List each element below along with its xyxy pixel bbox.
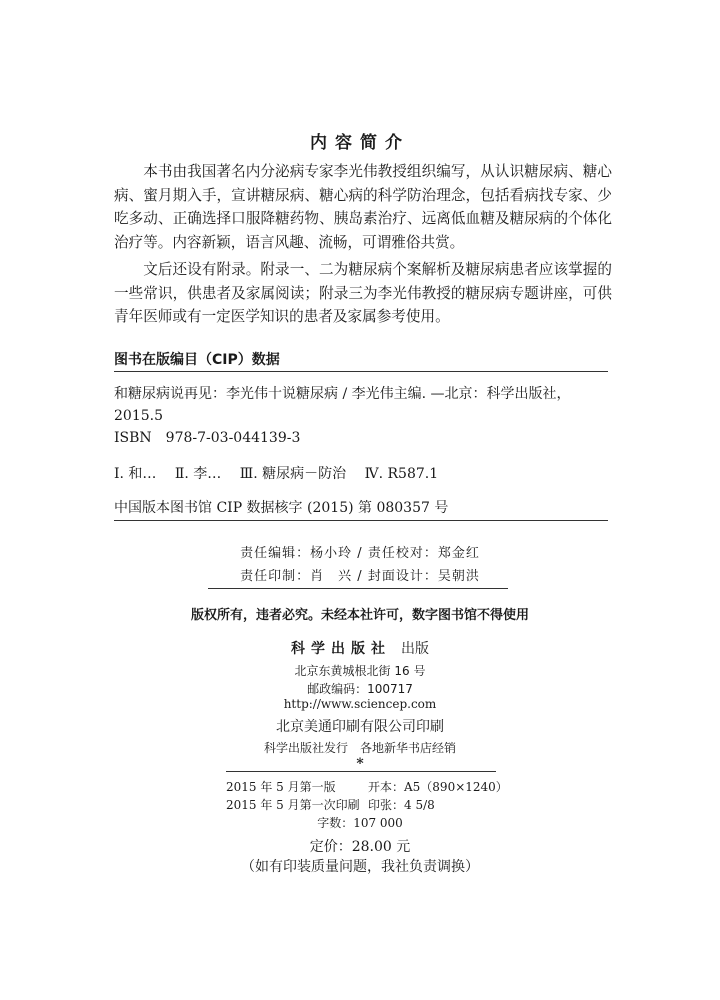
spec-row-2	[226, 796, 506, 813]
printer: 北京美通印刷有限公司印刷	[276, 719, 444, 735]
price: 定价：28.00 元	[309, 839, 411, 855]
publisher-address: 北京东黄城根北街 16 号	[294, 664, 426, 678]
quality-note: （如有印装质量问题，我社负责调换）	[241, 859, 479, 875]
printed-sheets: 印张：4 5/8	[368, 798, 435, 812]
cip-classification	[114, 464, 608, 484]
first-edition: 2015 年 5 月第一版	[226, 780, 336, 794]
cip-class-4: Ⅳ. R587.1	[364, 466, 439, 482]
publisher-line	[0, 638, 720, 658]
intro-paragraph-2: 文后还设有附录。附录一、二为糖尿病个案解析及糖尿病患者应该掌握的一些常识，供患者及家属阅读；附录三为李光伟教授的糖尿病专题讲座，可供青年医师或有一定医学知识的患者及家属参考使用。	[114, 261, 612, 325]
publisher-postcode: 邮政编码：100717	[307, 682, 413, 696]
editors-line-1: 责任编辑：杨小玲 / 责任校对：郑金红	[240, 546, 480, 561]
separator-star: *	[356, 756, 364, 772]
editors-rule	[208, 588, 508, 589]
colophon-rule	[226, 771, 496, 772]
cip-class-3: Ⅲ. 糖尿病－防治	[239, 466, 347, 482]
editors-line-2: 责任印制：肖 兴 / 封面设计：吴朝洪	[240, 569, 480, 584]
book-format: 开本：A5（890×1240）	[368, 780, 508, 794]
cip-top-rule	[114, 371, 608, 372]
cip-bottom-rule	[114, 520, 608, 521]
cip-title-line: 和糖尿病说再见：李光伟十说糖尿病 / 李光伟主编. —北京：科学出版社，	[114, 386, 571, 402]
first-printing: 2015 年 5 月第一次印刷	[226, 798, 360, 812]
cip-isbn: ISBN 978-7-03-044139-3	[114, 430, 301, 446]
copyright-notice: 版权所有，违者必究。未经本社许可，数字图书馆不得使用	[190, 608, 529, 623]
word-count: 字数：107 000	[317, 816, 403, 830]
distributor: 科学出版社发行 各地新华书店经销	[263, 741, 456, 755]
cip-class-2: Ⅱ. 李…	[174, 466, 222, 482]
spec-row-1	[226, 778, 506, 795]
cip-date-line: 2015.5	[114, 408, 163, 424]
intro-title: 内容简介	[310, 133, 410, 153]
publisher-url: http://www.sciencep.com	[283, 697, 437, 711]
intro-paragraph-1: 本书由我国著名内分泌病专家李光伟教授组织编写，从认识糖尿病、糖心病、蜜月期入手，宣讲糖尿病、糖心病的科学防治理念，包括看病找专家、少吃多动、正确选择口服降糖药物、胰岛素治疗、远离低血糖及糖尿病的个体化治疗等。内容新颖，语言风趣、流畅，可谓雅俗共赏。	[114, 163, 612, 251]
publisher-name: 科学出版社	[291, 641, 391, 657]
publisher-suffix: 出版	[401, 641, 429, 657]
cip-class-1: Ⅰ. 和…	[114, 466, 157, 482]
cip-heading: 图书在版编目（CIP）数据	[114, 352, 280, 368]
cip-catalog-note: 中国版本图书馆 CIP 数据核字 (2015) 第 080357 号	[114, 500, 449, 516]
